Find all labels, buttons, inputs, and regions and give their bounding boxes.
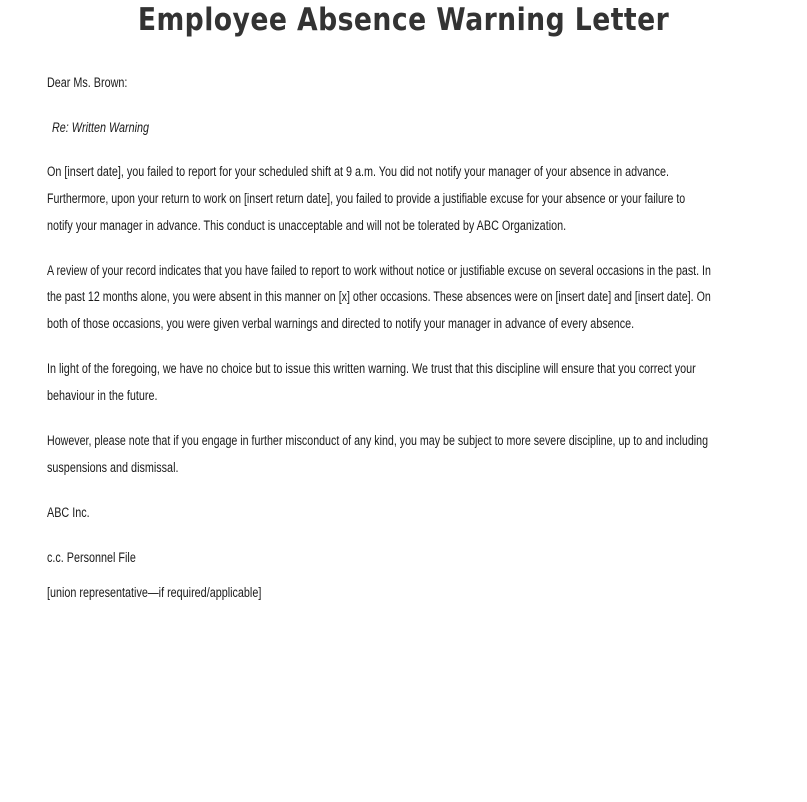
paragraph-4-line-1: However, please note that if you engage in further misconduct of any kind, you may be subject to more severe discipline, up to and including	[47, 433, 709, 448]
signature: ABC Inc.	[47, 505, 90, 520]
cc-line: c.c. Personnel File	[47, 550, 136, 565]
paragraph-1-line-2: Furthermore, upon your return to work on [insert return date], you failed to provide a justifiable excuse for your absence or your failure to	[47, 191, 686, 206]
subject-line: Re: Written Warning	[52, 120, 150, 135]
paragraph-1-line-1: On [insert date], you failed to report for your scheduled shift at 9 a.m. You did not notify your manager of your absence in advance.	[47, 164, 669, 179]
cc-note: [union representative—if required/applicable]	[47, 585, 262, 600]
paragraph-2-line-1: A review of your record indicates that you have failed to report to work without notice or justifiable excuse on several occasions in the past. In	[47, 263, 711, 278]
paragraph-3-line-2: behaviour in the future.	[47, 388, 158, 403]
paragraph-4-line-2: suspensions and dismissal.	[47, 460, 179, 475]
paragraph-3-line-1: In light of the foregoing, we have no choice but to issue this written warning. We trust that this discipline will ensure that you correct your	[47, 361, 696, 376]
letter-title: Employee Absence Warning Letter	[137, 2, 670, 38]
paragraph-1-line-3: notify your manager in advance. This conduct is unacceptable and will not be tolerated by ABC Organization.	[47, 218, 567, 233]
salutation: Dear Ms. Brown:	[47, 75, 128, 90]
paragraph-2-line-2: the past 12 months alone, you were absent in this manner on [x] other occasions. These absences were on [insert date] and [insert date]. On	[47, 289, 711, 304]
paragraph-2-line-3: both of those occasions, you were given verbal warnings and directed to notify your manager in advance of every absence.	[47, 316, 635, 331]
